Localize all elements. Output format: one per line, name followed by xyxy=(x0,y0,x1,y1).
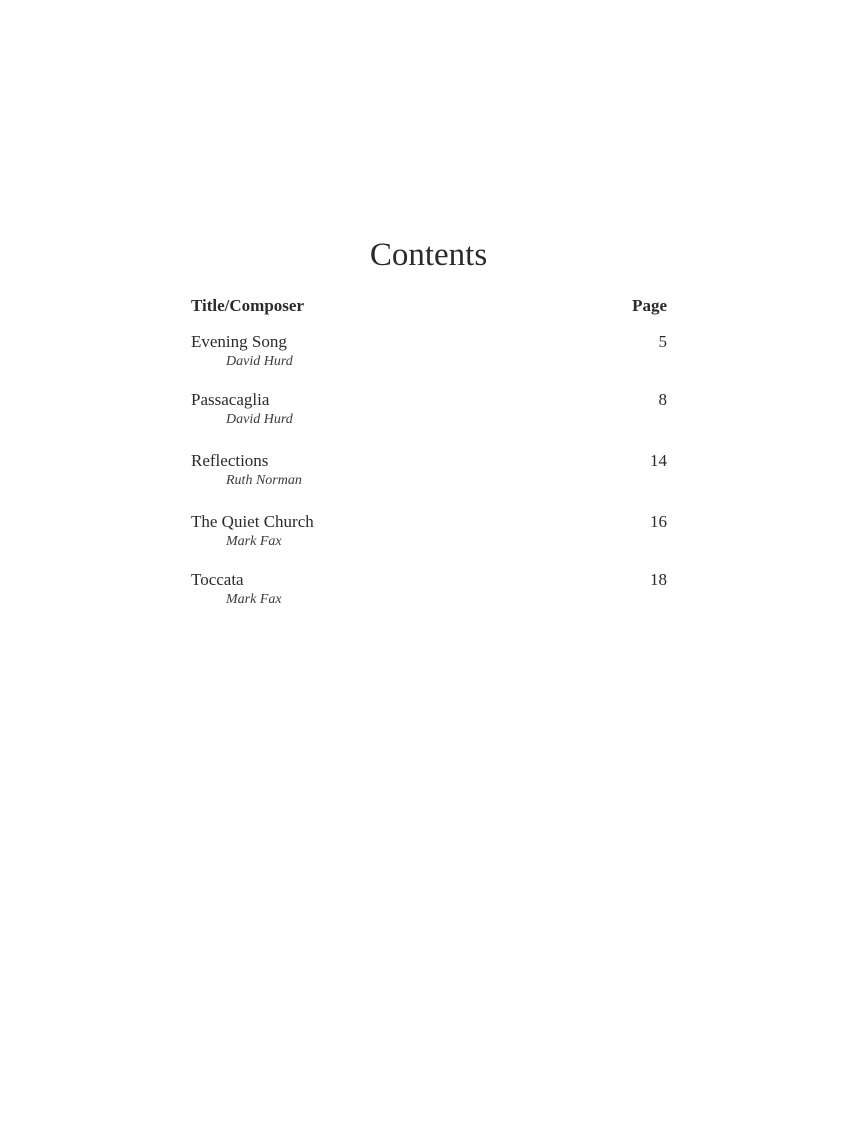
toc-entry xyxy=(191,512,667,554)
entry-title: Evening Song xyxy=(191,332,287,351)
page-heading: Page xyxy=(632,296,667,315)
entry-page-number: 8 xyxy=(658,390,667,409)
table-of-contents xyxy=(191,0,667,1142)
entry-composer: Ruth Norman xyxy=(226,473,302,488)
page-title: Contents xyxy=(369,237,488,273)
entry-composer: David Hurd xyxy=(226,354,293,369)
toc-entry xyxy=(191,570,667,612)
toc-header xyxy=(191,296,667,316)
entry-composer: Mark Fax xyxy=(226,592,282,607)
toc-entry xyxy=(191,451,667,493)
entry-page-number: 5 xyxy=(658,332,667,351)
entry-title: Reflections xyxy=(191,451,269,470)
title-composer-heading: Title/Composer xyxy=(191,296,305,315)
toc-entry xyxy=(191,332,667,374)
entry-title: Passacaglia xyxy=(191,390,270,409)
entry-title: The Quiet Church xyxy=(191,512,314,531)
entry-composer: Mark Fax xyxy=(226,534,282,549)
toc-entry xyxy=(191,390,667,432)
entry-composer: David Hurd xyxy=(226,412,293,427)
entry-page-number: 18 xyxy=(650,570,667,589)
entry-title: Toccata xyxy=(191,570,244,589)
entry-page-number: 14 xyxy=(650,451,667,470)
entry-page-number: 16 xyxy=(650,512,667,531)
